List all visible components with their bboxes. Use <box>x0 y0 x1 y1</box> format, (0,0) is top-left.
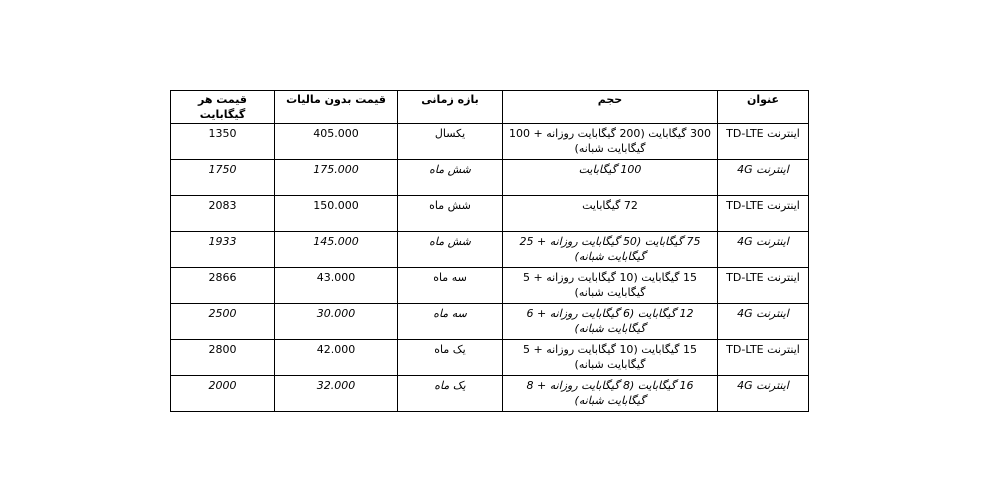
header-row <box>171 91 809 124</box>
price-no-tax-cell: 30.000 <box>275 304 398 340</box>
price-no-tax-cell: 43.000 <box>275 268 398 304</box>
title-cell: اینترنت 4G <box>718 376 809 412</box>
price-no-tax-cell: 150.000 <box>275 196 398 232</box>
title-cell: اینترنت 4G <box>718 232 809 268</box>
per-gb-price-cell: 1350 <box>171 124 275 160</box>
header-price-no-tax: قیمت بدون مالیات <box>275 91 398 124</box>
volume-cell: 75 گیگابایت (50 گیگابایت روزانه + 25 گیگابایت شبانه) <box>503 232 718 268</box>
per-gb-price-cell: 1750 <box>171 160 275 196</box>
table-row <box>171 124 809 160</box>
table-row <box>171 340 809 376</box>
table-row <box>171 160 809 196</box>
table-row <box>171 196 809 232</box>
header-volume: حجم <box>503 91 718 124</box>
pricing-table <box>170 90 809 412</box>
price-no-tax-cell: 42.000 <box>275 340 398 376</box>
title-cell: اینترنت TD-LTE <box>718 268 809 304</box>
per-gb-price-cell: 2000 <box>171 376 275 412</box>
period-cell: یک ماه <box>398 376 503 412</box>
period-cell: یکسال <box>398 124 503 160</box>
per-gb-price-cell: 1933 <box>171 232 275 268</box>
price-no-tax-cell: 32.000 <box>275 376 398 412</box>
price-no-tax-cell: 405.000 <box>275 124 398 160</box>
title-cell: اینترنت TD-LTE <box>718 196 809 232</box>
period-cell: شش ماه <box>398 160 503 196</box>
price-no-tax-cell: 175.000 <box>275 160 398 196</box>
volume-cell: 16 گیگابایت (8 گیگابایت روزانه + 8 گیگابایت شبانه) <box>503 376 718 412</box>
volume-cell: 12 گیگابایت (6 گیگابایت روزانه + 6 گیگابایت شبانه) <box>503 304 718 340</box>
price-no-tax-cell: 145.000 <box>275 232 398 268</box>
per-gb-price-cell: 2800 <box>171 340 275 376</box>
volume-cell: 72 گیگابایت <box>503 196 718 232</box>
per-gb-price-cell: 2500 <box>171 304 275 340</box>
title-cell: اینترنت 4G <box>718 304 809 340</box>
period-cell: شش ماه <box>398 232 503 268</box>
header-title: عنوان <box>718 91 809 124</box>
table-row <box>171 268 809 304</box>
table-row <box>171 304 809 340</box>
table-row <box>171 376 809 412</box>
header-period: بازه زمانی <box>398 91 503 124</box>
volume-cell: 300 گیگابایت (200 گیگابایت روزانه + 100 گیگابایت شبانه) <box>503 124 718 160</box>
volume-cell: 15 گیگابایت (10 گیگابایت روزانه + 5 گیگابایت شبانه) <box>503 340 718 376</box>
period-cell: شش ماه <box>398 196 503 232</box>
period-cell: سه ماه <box>398 268 503 304</box>
title-cell: اینترنت TD-LTE <box>718 340 809 376</box>
title-cell: اینترنت TD-LTE <box>718 124 809 160</box>
period-cell: یک ماه <box>398 340 503 376</box>
per-gb-price-cell: 2866 <box>171 268 275 304</box>
period-cell: سه ماه <box>398 304 503 340</box>
table-row <box>171 232 809 268</box>
title-cell: اینترنت 4G <box>718 160 809 196</box>
volume-cell: 100 گیگابایت <box>503 160 718 196</box>
volume-cell: 15 گیگابایت (10 گیگابایت روزانه + 5 گیگابایت شبانه) <box>503 268 718 304</box>
header-per-gb-price: قیمت هر گیگابایت <box>171 91 275 124</box>
per-gb-price-cell: 2083 <box>171 196 275 232</box>
